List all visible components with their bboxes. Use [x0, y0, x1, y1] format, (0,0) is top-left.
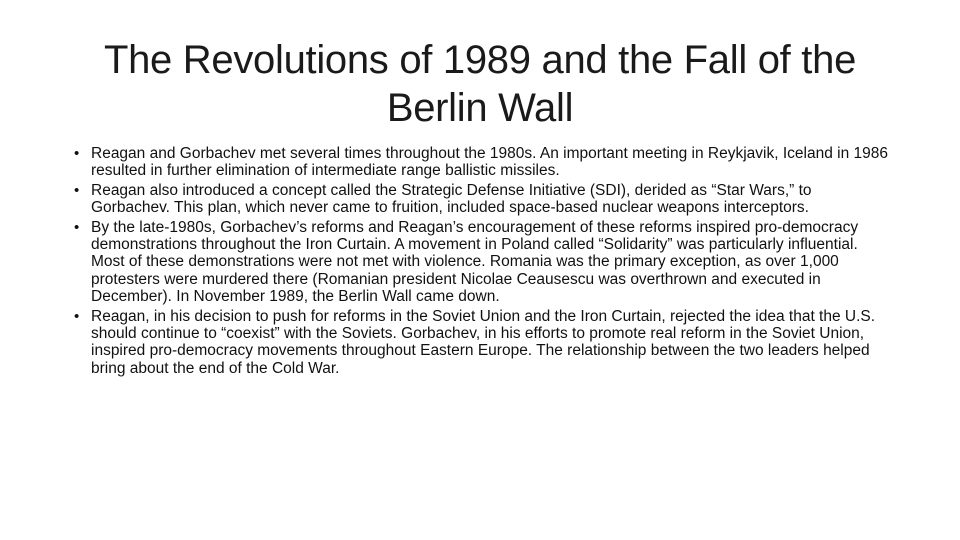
bullet-item [74, 182, 890, 217]
bullet-marker: • [74, 218, 80, 236]
bullet-text: By the late-1980s, Gorbachev’s reforms and Reagan’s encouragement of these reforms inspired pro-democracy demonstrations throughout the Iron Curtain. A movement in Poland called “Solidarity” was particularly influential. Most of these demonstrations were not met with violence. Romania was the primary exception, as over 1,000 protesters were murdered there (Romanian president Nicolae Ceausescu was overthrown and executed in December). In November 1989, the Berlin Wall came down. [91, 218, 859, 306]
bullet-text: Reagan, in his decision to push for reforms in the Soviet Union and the Iron Curtain, rejected the idea that the U.S. should continue to “coexist” with the Soviets. Gorbachev, in his efforts to promote real reform in the Soviet Union, inspired pro-democracy movements throughout Eastern Europe. The relationship between the two leaders helped bring about the end of the Cold War. [91, 307, 876, 377]
bullet-list [74, 145, 890, 379]
bullet-item [74, 145, 890, 180]
bullet-text: Reagan also introduced a concept called the Strategic Defense Initiative (SDI), derided as “Star Wars,” to Gorbachev. This plan, which never came to fruition, included space-based nuclear weapons interceptors. [91, 181, 812, 217]
bullet-marker: • [74, 307, 80, 325]
bullet-marker: • [74, 145, 80, 162]
bullet-item [74, 308, 890, 378]
bullet-marker: • [74, 181, 80, 199]
bullet-item [74, 219, 890, 306]
bullet-text: Reagan and Gorbachev met several times throughout the 1980s. An important meeting in Reykjavik, Iceland in 1986 resulted in further elimination of intermediate range ballistic missiles. [91, 145, 888, 180]
slide-title: The Revolutions of 1989 and the Fall of the Berlin Wall [103, 38, 857, 130]
